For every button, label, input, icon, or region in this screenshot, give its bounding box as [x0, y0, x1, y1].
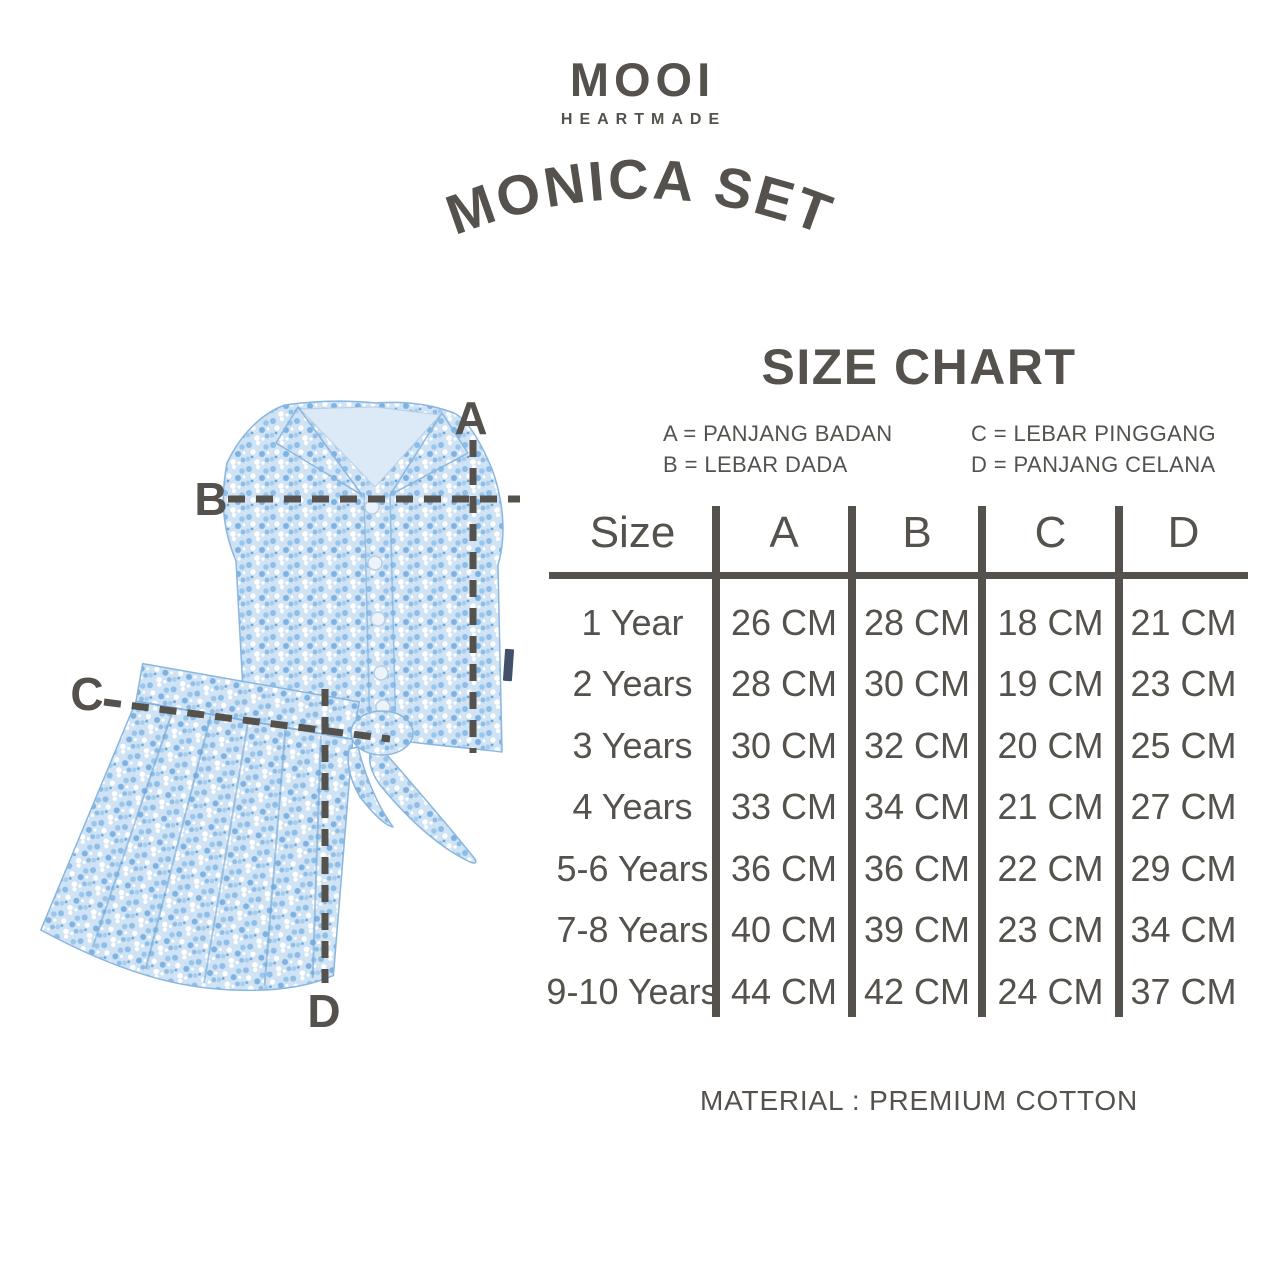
- value-c: 19 CM: [997, 663, 1104, 705]
- legend-item-c: C = LEBAR PINGGANG: [971, 421, 1216, 446]
- column-header-c: C: [1034, 508, 1067, 557]
- size-label: 5-6 Years: [556, 847, 709, 889]
- legend-right-column: [971, 418, 1216, 480]
- size-chart-heading: SIZE CHART: [761, 339, 1077, 395]
- size-label: 7-8 Years: [556, 909, 709, 951]
- table-row: [546, 961, 1248, 1023]
- value-d: 37 CM: [1130, 970, 1237, 1012]
- value-c: 20 CM: [997, 724, 1104, 766]
- material-note: MATERIAL : PREMIUM COTTON: [700, 1085, 1138, 1116]
- value-b: 36 CM: [863, 847, 971, 889]
- value-c: 24 CM: [997, 970, 1104, 1012]
- value-b: 39 CM: [863, 909, 971, 951]
- table-row: [549, 838, 1248, 900]
- marker-c-label: C: [70, 668, 104, 720]
- marker-a-label: A: [454, 393, 488, 444]
- value-c: 22 CM: [997, 847, 1104, 889]
- legend-item-d: D = PANJANG CELANA: [971, 452, 1216, 477]
- table-row: [549, 777, 1248, 839]
- marker-b-label: B: [194, 473, 228, 525]
- value-b: 34 CM: [863, 786, 971, 828]
- table-header-row: [549, 506, 1248, 560]
- table-body: [546, 592, 1248, 1023]
- value-a: 44 CM: [730, 970, 838, 1012]
- value-b: 30 CM: [863, 663, 971, 705]
- value-a: 30 CM: [730, 724, 838, 766]
- table-header-divider: [549, 572, 1248, 579]
- product-photo: [30, 393, 530, 1038]
- value-d: 29 CM: [1130, 847, 1237, 889]
- table-row: [549, 592, 1248, 654]
- value-d: 34 CM: [1130, 909, 1237, 951]
- column-header-a: A: [769, 508, 799, 557]
- value-d: 21 CM: [1130, 601, 1237, 643]
- value-d: 23 CM: [1130, 663, 1237, 705]
- value-a: 28 CM: [730, 663, 838, 705]
- product-title: [415, 150, 865, 268]
- value-c: 18 CM: [997, 601, 1104, 643]
- value-b: 28 CM: [863, 601, 971, 643]
- legend-left-column: [663, 418, 893, 480]
- value-d: 25 CM: [1130, 724, 1237, 766]
- brand-header: [0, 53, 1280, 128]
- table-row: [549, 654, 1248, 716]
- value-c: 23 CM: [997, 909, 1104, 951]
- size-label: 3 Years: [572, 724, 693, 766]
- product-title-text: MONICA SET: [437, 150, 843, 247]
- brand-tagline: HEARTMADE: [560, 111, 727, 128]
- value-c: 21 CM: [997, 786, 1104, 828]
- column-header-b: B: [902, 508, 932, 557]
- brand-logo: MOOI: [569, 53, 716, 106]
- table-row: [549, 715, 1248, 777]
- value-d: 27 CM: [1130, 786, 1237, 828]
- legend-item-a: A = PANJANG BADAN: [663, 421, 893, 446]
- value-b: 32 CM: [863, 724, 971, 766]
- size-label: 9-10 Years: [546, 970, 719, 1012]
- size-label: 4 Years: [572, 786, 693, 828]
- column-header-size: Size: [589, 508, 676, 557]
- marker-d-label: D: [307, 985, 341, 1037]
- size-table: [546, 506, 1248, 1017]
- table-row: [549, 900, 1248, 962]
- value-a: 26 CM: [730, 601, 838, 643]
- value-a: 40 CM: [730, 909, 838, 951]
- size-label: 1 Year: [581, 601, 684, 643]
- side-tag: [503, 649, 514, 682]
- column-header-d: D: [1167, 508, 1200, 557]
- value-a: 33 CM: [730, 786, 838, 828]
- tie-tail-large: [370, 747, 476, 863]
- size-label: 2 Years: [572, 663, 693, 705]
- value-a: 36 CM: [730, 847, 838, 889]
- value-b: 42 CM: [863, 970, 971, 1012]
- legend-item-b: B = LEBAR DADA: [663, 452, 848, 477]
